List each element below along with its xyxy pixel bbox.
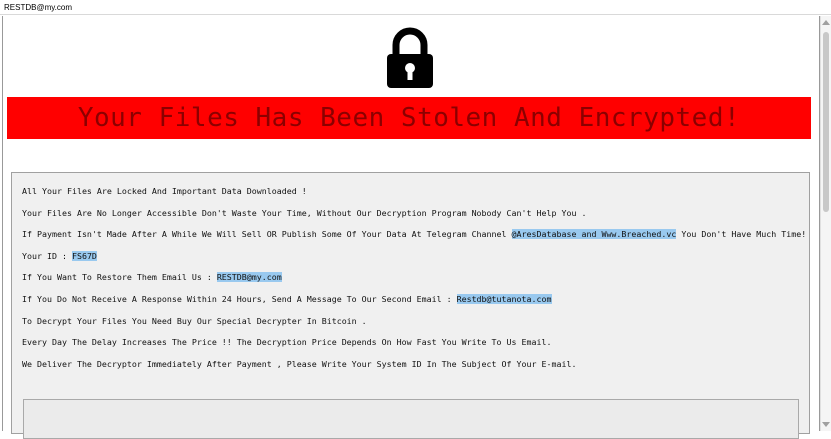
note-line: We Deliver The Decryptor Immediately After Payment , Please Write Your System ID In The Subject Of Your E-mail. [22,359,577,369]
note-line: Your Files Are No Longer Accessible Don't Waste Your Time, Without Our Decryption Program Nobody Can't Help You . [22,208,587,218]
note-line: Every Day The Delay Increases The Price !! The Decryption Price Depends On How Fast You Write To Us Email. [22,337,552,347]
warning-banner [7,97,811,139]
ransom-note-text-area[interactable] [11,172,810,434]
secondary-email-highlight: Restdb@tutanota.com [456,294,552,304]
scroll-down-arrow-icon[interactable] [822,422,830,427]
window-title-bar [0,0,831,15]
note-line: If You Want To Restore Them Email Us : RESTDB@my.com [22,272,282,282]
note-line: All Your Files Are Locked And Important Data Downloaded ! [22,186,307,196]
note-line: To Decrypt Your Files You Need Buy Our Special Decrypter In Bitcoin . [22,316,367,326]
system-id-highlight: FS67D [71,251,97,261]
lock-icon [386,27,434,89]
vertical-scrollbar[interactable] [820,16,831,431]
banner-heading: Your Files Has Been Stolen And Encrypted! [77,103,741,133]
scrollbar-thumb[interactable] [823,32,829,212]
telegram-channel-highlight: @AresDatabase and Www.Breached.vc [511,229,677,239]
note-line: Your ID : FS67D [22,251,97,261]
window-title: RESTDB@my.com [4,3,72,12]
inner-panel [23,399,799,439]
note-line: If You Do Not Receive A Response Within 24 Hours, Send A Message To Our Second Email : Restdb@tutanota.com [22,294,552,304]
scroll-up-arrow-icon[interactable] [822,20,830,25]
primary-email-highlight: RESTDB@my.com [216,272,282,282]
note-line: If Payment Isn't Made After A While We Will Sell OR Publish Some Of Your Data At Telegram Channel @AresDatabase and Www.Breached.vc You Don't Have Much Time! [22,229,807,239]
